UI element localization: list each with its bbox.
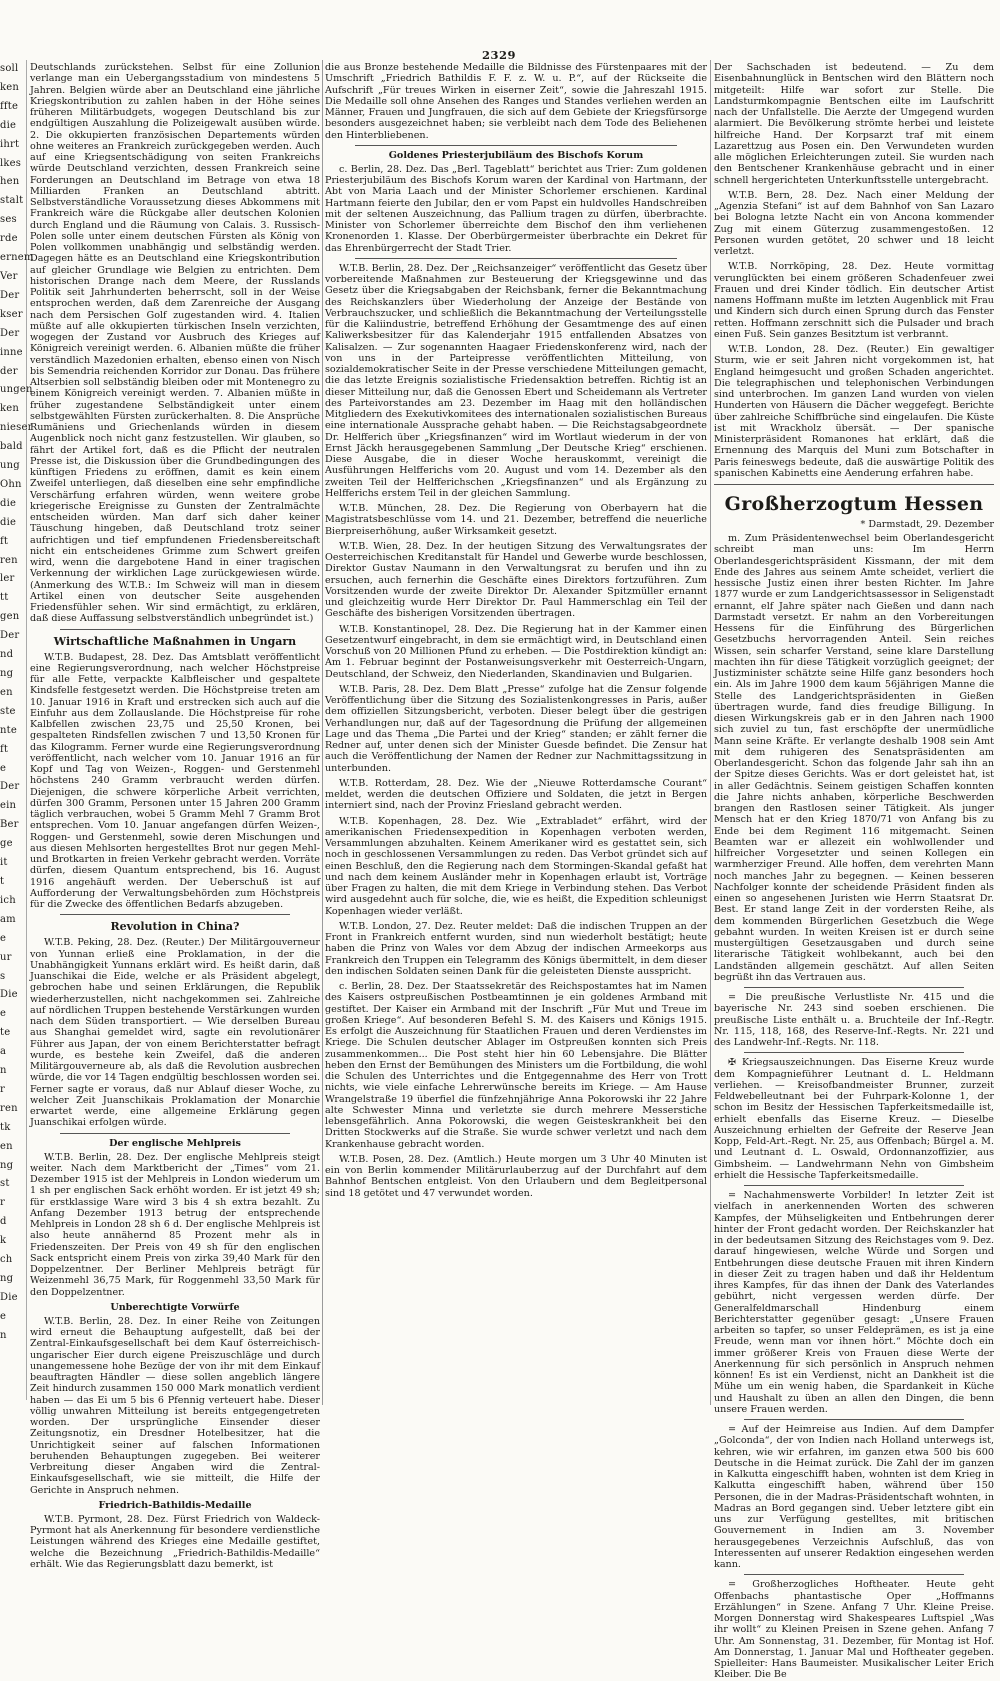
article-heading: Der englische Mehlpreis xyxy=(109,1137,241,1149)
edge-fragment: en xyxy=(0,686,13,698)
article-text: W.T.B. London, 28. Dez. (Reuter.) Ein gewaltiger Sturm, wie er seit Jahren nicht vorgekommen ist, hat England heimgesucht und großen Schaden angerichtet. Die telegraphischen und telephonischen Verbindungen sind unterbrochen. Im ganzen Land wurden von vielen Hunderten von Häusern die Dächer weggefegt. Berichte über zahlreiche Schiffbrüche sind eingelaufen. Die Küste ist mit Wrackholz übersät. — Der spanische Ministerpräsident Romanones hat erklärt, daß die Ernennung des Marquis del Muni zum Botschafter in Paris feineswegs bedeute, daß die auswärtige Politik des spanischen Kabinetts eine Aenderung erfahren habe. xyxy=(714,344,994,479)
article-text: W.T.B. Peking, 28. Dez. (Reuter.) Der Militärgouverneur von Yunnan erließ eine Proklamation, in der die Unabhängigkeit Yunnans erklärt wird. Es heißt darin, daß Juanschikai die Eide, welche er als Präsident abgelegt, gebrochen habe und seinen Erklärungen, die Republik wiederherzustellen, nicht nachgekommen sei. Zahlreiche auf nördlichen Truppen bestehende Verstärkungen wurden nach dem Süden transportiert. — Wie derselben Bureau aus Shanghai gemeldet wird, sagte ein revolutionärer Führer aus Japan, der von einem Berichterstatter befragt wurde, es bestehe kein Zweifel, daß die anderen Militärgouverneure ab, als daß die Revolution ausbrechen würde, die vor 14 Tagen endgültig beschlossen worden sei. Ferner sagte er voraus, daß nur Ablauf dieser Woche, zu welcher Zeit Juanschikais Proklamation der Monarchie erwartet werde, eine allgemeine Erklärung gegen Juanschikai erfolgen würde. xyxy=(30,937,320,1129)
article-text: Deutschlands zurückstehen. Selbst für eine Zollunion verlange man ein Uebergangsstadium von mindestens 5 Jahren. Belgien würde aber an Deutschland eine jährliche Kriegskontribution zu zahlen haben in der Höhe seines früheren Militärbudgets, wogegen Deutschland bis zur endgültigen Auszahlung die Polizeigewalt ausüben würde. 2. Die okkupierten französischen Departements würden ohne weiteres an Frankreich zurückgegeben werden. Auch auf eine Kriegsentschädigung von seiten Frankreichs würde Deutschland verzichten, dessen Frankreich seine Forderungen an Deutschland im Betrage von etwa 18 Milliarden Franken an Deutschland abtritt. Selbstverständliche Voraussetzung dieses Abkommens mit Frankreich wäre die Rückgabe aller deutschen Kolonien durch England und die Räumung von Calais. 3. Russisch-Polen solle unter einem deutschen Fürsten als König von Polen vollkommen unabhängig und selbständig werden. Dagegen hätte es an Deutschland eine Kriegskontribution auf gleicher Grundlage wie Belgien zu entrichten. Dem historischen Drange nach dem Meere, der Russlands Politik seit Jahrhunderten beherrscht, soll in der Weise entsprochen werden, daß dem Zarenreiche der Ausgang nach dem Persischen Golf zugestanden wird. 4. Italien müßte auf alle okkupierten türkischen Inseln verzichten, wogegen der Zustand vor Ausbruch des Krieges auf Königreich vereinigt werden. 6. Albanien müßte die früher verständlich Mazedonien erhalten, ebenso einen von Nisch bis Semendria reichenden Korridor zur Donau. Das frühere Altserbien soll selbständig bleiben oder mit Montenegro zu einem Königreich vereinigt werden. 7. Albanien müßte in früher zugestandene Selbständigkeit unter einem selbstgewählten Fürsten zurückerhalten. 8. Die Ansprüche Rumäniens und Griechenlands würden in diesem Augenblick noch nicht ganz festzustellen. Wir glauben, so fährt der Artikel fort, daß es die Pflicht der neutralen Presse ist, die Diskussion über die Grundbedingungen des künftigen Friedens zu eröffnen, damit es kein einem Zweifel unterliegen, daß dieselben eine sehr empfindliche Verschärfung erfahren würden, wenn weitere grobe kriegerische Ereignisse zu Gunsten der Zentralmächte entscheiden würden. Man darf sich daher keiner Täuschung hingeben, daß Deutschland trotz seiner aufrichtigen und tief empfundenen Friedensbereitschaft nicht ein entscheidenes Grimme zum Schwert greifen wird, wenn die dargebotene Hand in einer tragischen Verkennung der wirklichen Lage zurückgewiesen würde. (Anmerkung des W.T.B.: Im Schweiz will man in diesem Artikel einen von deutscher Seite ausgehenden Friedensfühler sehen. Wir sind ermächtigt, zu erklären, daß diese Auffassung selbstverständlich unbegründet ist.) xyxy=(30,62,320,625)
article-text: W.T.B. Berlin, 28. Dez. In einer Reihe von Zeitungen wird erneut die Behauptung aufgestellt, daß bei der Zentral-Einkaufsgesellschaft bei dem Kauf österreichisch-ungarischer Eier durch eigene Preiszuschläge und durch unangemessene hohe Bezüge der von ihr mit dem Einkauf beauftragten Händler — diese sollen angeblich längere Zeit hindurch zusammen 150 000 Mark monatlich verdient haben — das Ei um 5 bis 6 Pfennig verteuert habe. Dieser völlig unwahren Mitteilung ist bereits entgegengetreten worden. Der ursprüngliche Einsender dieser Zeitungsnotiz, ein Dresdner Hotelbesitzer, hat die Unrichtigkeit seiner auf falschen Informationen beruhenden Behauptungen zugegeben. Bei weiterer Verbreitung dieser Angaben wird die Zentral-Einkaufsgesellschaft, wie sie mitteilt, die Hilfe der Gerichte in Anspruch nehmen. xyxy=(30,1315,320,1496)
article-text: W.T.B. Berlin, 28. Dez. Der „Reichsanzeiger“ veröffentlicht das Gesetz über vorbereitende Maßnahmen zur Besteuerung der Kriegsgewinne und das Gesetz über die Kriegsabgaben der Reichsbank, ferner die Bekanntmachung des Reichskanzlers über Wiederholung der Anzeige der Bestände von Verbrauchszucker, und schließlich die Bekanntmachung der Verteilungsstelle für die Kaliindustrie, betreffend Erhöhung der Gesamtmenge des auf einen Kaliwerksbesitzer für das Kalenderjahr 1915 entfallenden Absatzes von Kalisalzen. — Zur sogenannten Haagaer Friedenskonferenz wird, nach der von uns in der Parteipresse veröffentlichten Mitteilung, von sozialdemokratischer Seite in der Presse verschiedene Mitteilungen gemacht, die das letzte Ereignis sozialistische Friedensaktion betreffen. Richtig ist an dieser Mitteilung nur, daß die Genossen Ebert und Scheidemann als Vertreter des Parteivorstandes am 23. Dezember im Haag mit den holländischen Mitgliedern des Exekutivkomitees des internationalen sozialistischen Bureaus eine internationale Aussprache gehabt haben. — Die Reichstagsabgeordnete Dr. Helfferich über „Kriegsfinanzen“ wird im Wortlaut wiederum in der von Ernst Jäckh herausgegebenen Sammlung „Der Deutsche Krieg“ erschienen. Diese Ausgabe, die in dieser Woche herauskommt, vereinigt die Ausführungen Helfferichs vom 20. August und vom 14. Dezember als den zweiten Teil der Helfferichschen „Kriegsfinanzen“ und als Ergänzung zu Helfferichs erstem Teil in der gleichen Sammlung. xyxy=(325,262,707,499)
article-heading: Friedrich-Bathildis-Medaille xyxy=(98,1499,252,1511)
article-text: c. Berlin, 28. Dez. Der Staatssekretär des Reichspostamtes hat im Namen des Kaisers ostpreußischen Postbeamtinnen je ein goldenes Armband mit gestiftet. Der Kaiser ein Armband mit der Inschrift „Für Mut und Treue im großen Kriege“. Auf besonderen Befehl S. M. des Kaisers und Königs 1915. Es erfolgt die Auszeichnung für Staatlichen Frauen und deren Verdienstes im Kriege. Die Schulen deutscher Ablager im Ostpreußen konnten sich Preis zusammenkommen... Die Post steht hier hin 60 Lebensjahre. Die Blätter heben den Ernst der Bemühungen des Ministers um die Fortbildung, die wohl die Schulen des Unterrichtes und die Entgegennahme des Herr von Trott nichts, wie viele einfache Lehrerwünsche bereits im Kriege. — Am Hause Wrangelstraße 19 überfiel die fünfzehnjährige Anna Pokorowski ihr 22 Jahre alte Schwester Minna und verletzte sie durch mehrere Messerstiche lebensgefährlich. Anna Pokorowski, die wegen Geisteskrankheit bei den Dritten Stockwerks auf die Straße. Sie wurde schwer verletzt und nach dem Krankenhause gebracht worden. xyxy=(325,981,707,1150)
article-text: W.T.B. Kopenhagen, 28. Dez. Wie „Extrabladet“ erfährt, wird der amerikanischen Friedensexpedition in Kopenhagen verboten werden, Versammlungen abzuhalten. Keinem Amerikaner wird es gestattet sein, sich noch in geschlossenen Versammlungen zu reden. Das Verbot gründet sich auf einen Beschluß, den die Regierung nach dem Stormingen-Skandal gefaßt hat und nach dem keinem Ausländer mehr in Kopenhagen erlaubt ist, Vorträge über Fragen zu halten, die mit dem Kriege in Verbindung stehen. Das Verbot wird ausgedehnt auch für solche, die, wie es heißt, die Expedition schleunigst Kopenhagen wieder verläßt. xyxy=(325,815,707,917)
edge-fragment: inne xyxy=(0,346,23,358)
edge-fragment: ren xyxy=(0,554,18,566)
edge-fragment: ng xyxy=(0,1273,14,1284)
edge-fragment: r xyxy=(0,1197,5,1209)
edge-fragment: kser xyxy=(0,308,23,320)
article-text: die aus Bronze bestehende Medaille die Bildnisse des Fürstenpaares mit der Umschrift „Friedrich Bathildis F. F. z. W. u. P.“, auf der Rückseite die Aufschrift „Für treues Wirken in eiserner Zeit“, sowie die Jahreszahl 1915. Die Medaille soll ohne Ansehen des Ranges und Standes verliehen werden an Männer, Frauen und Jungfrauen, die sich auf dem Gebiete der Kriegsfürsorge besonders ausgezeichnet haben; sie verbleibt nach dem Tode des Beliehenen den Hinterbliebenen. xyxy=(325,62,707,141)
article-text: W.T.B. München, 28. Dez. Die Regierung von Oberbayern hat die Magistratsbeschlüsse vom 14. und 21. Dezember, betreffend die neuerliche Bierpreiserhöhung, außer Wirksamkeit gesetzt. xyxy=(325,503,707,537)
edge-fragment: ein xyxy=(0,800,17,812)
section-rule xyxy=(355,258,677,259)
article-text: = Großherzogliches Hoftheater. Heute geht Offenbachs phantastische Oper „Hoffmanns Erzählungen“ in Szene. Anfang 7 Uhr. Kleine Preise. Morgen Donnerstag wird Shakespeares Luftspiel „Was ihr wollt“ zu Kleinen Preisen in Szene gehen. Anfang 7 Uhr. Am Sonnenstag, 31. Dezember, für Montag ist Hof. Am Donnerstag, 1. Januar Mal und Hoftheater gegeben. Spielleiter: Hans Baumeister. Musikalischer Leiter Erich Kleiber. Die Be xyxy=(714,1579,994,1681)
article-text: m. Zum Präsidentenwechsel beim Oberlandesgericht schreibt man uns: Im Herrn Oberlandesgerichtspräsident Kissmann, der mit dem Ende des Jahres aus seinem Amte scheidet, verliert die hessische Justiz einen ihrer besten Richter. Im Jahre 1877 wurde er zum Landgerichtsassessor in Seligenstadt ernannt, elf Jahre später nach Gießen und dann nach Darmstadt versetzt. Er nahm an den Vorbereitungen Hessens für die Einführung des Bürgerlichen Gesetzbuchs hervorragenden Anteil. Sein reiches Wissen, sein scharfer Verstand, seine klare Darstellung machten ihn für diese Tätigkeit vorzüglich geeignet; der Justizminister schätzte seine Hilfe ganz besonders hoch ein. Als im Jahre 1900 dem kaum 56jährigen Manne die Stelle des Landgerichtspräsidenten in Gießen übertragen wurde, fand dies freudige Billigung. In diesen Wirkungskreis gab er in den Jahren nach 1900 sich zuviel zu tun, fast erschöpfte der unermüdliche Mann seine Kräfte. Er verlangte deshalb 1908 sein Amt mit dem ruhigeren des Senatspräsidenten am Oberlandesgericht. Schon das folgende Jahr sah ihn an der Spitze dieses Gerichts. Was er dort geleistet hat, ist in aller Gedächtnis. Seinem geistigen Schaffen konnten die Jahre nichts anhaben, körperliche Beschwerden brangen den Rastlosen seiner Tätigkeit. Als junger Mensch hat er den Krieg 1870/71 von Anfang bis zu Ende bei dem Regiment 116 mitgemacht. Seinen Beamten war er allezeit ein wohlwollender und hilfreicher Vorgesetzter und seinen Kollegen ein warmherziger Freund. Alle hoffen, dem verehrten Mann noch manches Jahr zu begegnen. — Keinen besseren Nachfolger konnte der scheidende Präsident finden als einen so angesehenen Juristen wie Herrn Staatsrat Dr. Best. Er stand lange Zeit in der vordersten Reihe, als dem kommenden Bürgerlichen Gesetzbuch die Wege gebahnt wurden. In weiten Kreisen ist er durch seine mustergültigen Gesetzausgaben und durch seine literarische Tätigkeit wohlbekannt, auch bei den Landständen allgemein geschätzt. Auf allen Seiten begrüßt ihn das Vertrauen aus. xyxy=(714,533,994,983)
edge-fragment: n xyxy=(0,1329,7,1341)
page-number: 2329 xyxy=(482,48,517,62)
edge-fragment: it xyxy=(0,857,8,869)
article-text: = Auf der Heimreise aus Indien. Auf dem Dampfer „Golconda“, der von Indien nach Holland unterwegs ist, kehren, wie wir erfahren, im ganzen etwa 500 bis 600 Deutsche in die Heimat zurück. Die Zahl der im ganzen in Kalkutta eingeschifft haben, wohnten ist dem Krieg in Kalkutta eingeschifft haben, während über 150 Personen, die in der Madras-Präsidentschaft wohnten, in Madras an Bord gegangen sind. Ueber letztere gibt ein uns zur Verfügung gestelltes, mit britischen Gouvernement in Indien am 3. November herausgegebenes Verzeichnis Aufschluß, das von Interessenten auf unserer Redaktion eingesehen werden kann. xyxy=(714,1424,994,1570)
edge-fragment: nte xyxy=(0,724,17,736)
edge-fragment: st xyxy=(0,1178,10,1190)
article-text: W.T.B. Bern, 28. Dez. Nach einer Meldung der „Agenzia Stefani“ ist auf dem Bahnhof von San Lazaro bei Bologna letzte Nacht ein von Ancona kommender Zug mit einem Güterzug zusammengestoßen. 12 Personen wurden getötet, 20 schwer und 18 leicht verletzt. xyxy=(714,189,994,257)
edge-fragment: e xyxy=(0,1008,7,1020)
edge-fragment: ler xyxy=(0,573,15,585)
edge-fragment: nieser xyxy=(0,422,33,434)
article-text: W.T.B. Rotterdam, 28. Dez. Wie der „Nieuwe Rotterdamsche Courant“ meldet, werden die deutschen Offiziere und Soldaten, die jetzt in Bergen interniert sind, nach der Provinz Friesland gebracht werden. xyxy=(325,777,707,812)
section-rule xyxy=(60,1133,290,1134)
edge-fragment: soll xyxy=(0,63,19,74)
article-heading: Wirtschaftliche Maßnahmen in Ungarn xyxy=(53,634,297,648)
section-rule xyxy=(744,1574,964,1575)
edge-fragment: ungen xyxy=(0,384,33,396)
edge-fragment: ng xyxy=(0,1159,14,1171)
article-text: W.T.B. Paris, 28. Dez. Dem Blatt „Presse“ zufolge hat die Zensur folgende Veröffentlichung über die Sitzung des Sozialistenkongresses in Paris, außer dem offiziellen Sitzungsbericht, verboten. Dieser belegt über die gestrigen Verhandlungen nur, daß auf der Tagesordnung die Prüfung der allgemeinen Lage und das Thema „Die Partei und der Krieg“ standen; er zählt ferner die Redner auf, unter denen sich der Minister Guesde befindet. Die Zensur hat auch die Veröffentlichung der Namen der Redner zur Nachmittagssitzung in unterbunden. xyxy=(325,683,707,774)
edge-fragment: tt xyxy=(0,592,9,604)
article-text: Der Sachschaden ist bedeutend. — Zu dem Eisenbahnunglück in Bentschen wird den Blättern noch mitgeteilt: Hilfe war sofort zur Stelle. Die Landsturmkompagnie Bentschen eilte im Laufschritt nach der Unfallstelle. Die Aerzte der Umgegend wurden alarmiert. Die Bevölkerung strömte herbei und leistete hilfreiche Hand. Der Korpsarzt traf mit einem Lazarettzug aus Posen ein. Den Verwundeten wurden alle möglichen Erleichterungen zuteil. Sie wurden nach den Bentschener Krankenhäuse gebracht und in einer schnell hergerichteten Unterkunftsstelle untergebracht. xyxy=(714,62,994,186)
edge-fragment: ken xyxy=(0,81,20,93)
edge-fragment: die xyxy=(0,516,17,528)
section-rule xyxy=(744,1419,964,1420)
article-text: W.T.B. Posen, 28. Dez. (Amtlich.) Heute morgen um 3 Uhr 40 Minuten ist ein von Berlin kommender Militärurlauberzug auf der Durchfahrt auf dem Bahnhof Bentschen entgleist. Von den Urlaubern und dem Begleitpersonal sind 18 getötet und 47 verwundet worden. xyxy=(325,1153,707,1199)
edge-fragment: Der xyxy=(0,781,20,793)
edge-fragment: te xyxy=(0,1027,11,1039)
section-rule xyxy=(60,914,290,915)
edge-fragment: die xyxy=(0,497,17,509)
edge-fragment: die xyxy=(0,119,17,131)
article-text: = Nachahmenswerte Vorbilder! In letzter Zeit ist vielfach in anerkennenden Worten des schweren Kampfes, der Mühseligkeiten und Entbehrungen derer hinter der Front gedacht worden. Der Reichskanzler hat in der bedeutsamen Sitzung des Reichstages vom 9. Dez. darauf hingewiesen, welche Würde und Sorgen und Entbehrungen diese deutsche Frauen mit ihren Kindern in dieser Zeit zu tragen haben und daß ihr Heldentum ihres Kampfes, für das ihnen der Dank des Vaterlandes gebührt, nicht vergessen werden dürfe. Der Generalfeldmarschall Hindenburg einem Berichterstatter gegenüber gesagt: „Unsere Frauen arbeiten so tapfer, so unser Feldeprämen, es ist ja eine Freude, wenn man vor ihnen hört.“ Möchte doch ein immer größerer Kreis von Frauen diese Werte der Anerkennung für sich persönlich in Anspruch nehmen können! Es ist ein Verdienst, nicht an Dankheit ist die Mühe um ein wenig haben, die Spardankeit in Küche und Haushalt zu üben an allen den Dingen, die benn unsere Frauen werden. xyxy=(714,1190,994,1415)
article-text: W.T.B. Budapest, 28. Dez. Das Amtsblatt veröffentlicht eine Regierungsverordnung, nach welcher Höchstpreise für alle Fette, verpackte Kalbfleischer und gespaltete Kindsfelle festgesetzt werden. Die Höchstpreise treten am 10. Januar 1916 in Kraft und erstrecken sich auch auf die Einfuhr aus dem Zollauslande. Die Höchstpreise für rohe Kalbfellen zwischen 23,75 und 25,50 Kronen, bei gespalteten Rindsfellen zwischen 7 und 13,50 Kronen für das Kilogramm. Ferner wurde eine Regierungsverordnung veröffentlicht, nach welcher vom 10. Januar 1916 an für Kopf und Tag von Weizen-, Roggen- und Gerstenmehl höchstens 240 Gramm verbraucht werden dürfen. Diejenigen, die schwere körperliche Arbeit verrichten, dürfen 300 Gramm, Personen unter 15 Jahren 200 Gramm täglich verbrauchen, wobei 5 Gramm Mehl 7 Gramm Brot entsprechen. Vom 10. Januar angefangen dürfen Weizen-, Roggen- und Gerstenmehl, sowie deren Mischungen und aus diesen Mehlsorten hergestelltes Brot nur gegen Mehl- und Brotkarten in freien Verkehr gebracht werden. Vorräte dürfen, diesem Quantum entsprechend, bis 16. August 1916 angehäuft werden. Der Ueberschuß ist auf Aufforderung der Verwaltungsbehörden zum Höchstpreis für die Zwecke des öffentlichen Bedarfs abzugeben. xyxy=(30,651,320,910)
edge-fragment: rde xyxy=(0,233,18,245)
edge-fragment: e xyxy=(0,932,7,944)
edge-fragment: ste xyxy=(0,705,16,717)
edge-fragment: ihrt xyxy=(0,138,20,150)
article-heading: Revolution in China? xyxy=(110,920,240,934)
edge-fragment: nd xyxy=(0,649,14,661)
edge-fragment: k xyxy=(0,1235,7,1247)
article-text: W.T.B. Konstantinopel, 28. Dez. Die Regierung hat in der Kammer einen Gesetzentwurf eingebracht, in dem sie ermächtigt wird, in Deutschland einen Vorschuß von 20 Millionen Pfund zu erheben. — Die Postdirektion kündigt an: Am 1. Februar beginnt der Postanweisungsverkehr mit Oesterreich-Ungarn, Deutschland, der Schweiz, den Niederlanden, Skandinavien und Bulgarien. xyxy=(325,623,707,680)
edge-fragment: bald xyxy=(0,441,23,453)
edge-fragment: ernem xyxy=(0,252,34,264)
article-text: W.T.B. London, 27. Dez. Reuter meldet: Daß die indischen Truppen an der Front in Frankreich entfernt wurden, sind nun wiederholt bestätigt; heute haben die Prinz von Wales vor dem Abzug der indischen Armeekorps aus Frankreich den Truppen ein Telegramm des Königs übermittelt, in dem dieser den indischen Soldaten seinen Dank für die geleisteten Dienste ausspricht. xyxy=(325,920,707,977)
edge-fragment: en xyxy=(0,1140,13,1152)
section-rule xyxy=(355,145,677,146)
section-rule xyxy=(714,484,994,485)
edge-fragment: d xyxy=(0,1216,7,1228)
edge-fragment: ch xyxy=(0,1254,13,1266)
article-text: c. Berlin, 28. Dez. Das „Berl. Tageblatt“ berichtet aus Trier: Zum goldenen Priesterjubiläum des Bischofs Korum waren der Kardinal von Hartmann, der Abt von Maria Laach und der Minister Schorlemer erschienen. Kardinal Hartmann feierte den Jubilar, den er vom Papst ein huldvolles Handschreiben mit der seltenen Auszeichnung, das Pallium tragen zu dürfen, überbrachte. Minister von Schorlemer überreichte dem Bischof den ihm verliehenen Kronenorden 1. Klasse. Der Oberbürgermeister überbrachte ein Dekret für das Ehrenbürgerrecht der Stadt Trier. xyxy=(325,163,707,254)
edge-fragment: Der xyxy=(0,327,20,339)
edge-fragment: ich xyxy=(0,894,16,906)
section-rule xyxy=(744,1185,964,1186)
edge-fragment: Der xyxy=(0,630,20,642)
edge-fragment: ng xyxy=(0,668,14,679)
edge-fragment: ffte xyxy=(0,100,19,112)
edge-fragment: stalt xyxy=(0,195,24,207)
edge-fragment: der xyxy=(0,365,18,377)
edge-fragment: Ver xyxy=(0,270,18,282)
article-heading: Goldenes Priesterjubiläum des Bischofs Korum xyxy=(388,149,644,161)
edge-fragment: e xyxy=(0,762,7,774)
article-text: W.T.B. Pyrmont, 28. Dez. Fürst Friedrich von Waldeck-Pyrmont hat als Anerkennung für besondere verdienstliche Leistungen während des Krieges eine Medaille gestiftet, welche die Bezeichnung „Friedrich-Bathildis-Medaille“ erhält. Wie das Regierungsblatt dazu bemerkt, ist xyxy=(30,1513,320,1570)
edge-fragment: ken xyxy=(0,403,20,415)
column-divider xyxy=(710,60,711,1405)
edge-fragment: ft xyxy=(0,535,9,547)
edge-fragment: gen xyxy=(0,611,20,623)
edge-fragment: ren xyxy=(0,1102,18,1114)
edge-fragment: e xyxy=(0,1310,7,1322)
edge-fragment: lkes xyxy=(0,157,22,169)
edge-fragment: tk xyxy=(0,1121,11,1133)
edge-fragment: n xyxy=(0,1065,7,1077)
article-heading: Unberechtigte Vorwürfe xyxy=(110,1301,240,1313)
column-2 xyxy=(325,62,707,1402)
article-text: ✠ Kriegsauszeichnungen. Das Eiserne Kreuz wurde dem Kompagnieführer Leutnant d. L. Heldmann verliehen. — Kreisofbandmeister Brunner, zurzeit Feldwebelleutnant bei der Fuhrpark-Kolonne 1, der schon im Besitz der Hessischen Tapferkeitsmedaille ist, erhielt ebenfalls das Eiserne Kreuz. — Dieselbe Auszeichnung erhielten der Gefreite der Reserve Jean Kopp, Feld-Art.-Regt. Nr. 25, aus Offenbach; Bürgel a. M. und Leutnant d. L. Oswald, Ordonnanzoffizier, aus Gimbsheim. — Landwehrmann Nehn von Gimbsheim erhielt die Hessische Tapferkeitsmedaille. xyxy=(714,1057,994,1181)
edge-fragment: Ber xyxy=(0,819,19,831)
article-text: = Die preußische Verlustliste Nr. 415 und die bayerische Nr. 243 sind soeben erschienen. Die preußische Liste enthält u. a. Bruchteile der Inf.-Regtr. Nr. 115, 118, 168, des Reserve-Inf.-Regts. Nr. 221 und des Landwehr-Inf.-Regts. Nr. 118. xyxy=(714,992,994,1048)
edge-fragment: Die xyxy=(0,989,18,1001)
section-rule xyxy=(744,987,964,988)
edge-fragment: ge xyxy=(0,838,13,850)
edge-fragment: s xyxy=(0,970,6,982)
adjacent-page-edge xyxy=(0,60,34,1400)
article-text: W.T.B. Wien, 28. Dez. In der heutigen Sitzung des Verwaltungsrates der Oesterreichischen Kreditanstalt für Handel und Gewerbe wurde beschlossen, Direktor Gustav Naumann in den Verwaltungsrat zu berufen und ihn zu ersuchen, auch fernerhin die Geschäfte eines Direktors fortzuführen. Zum Vorsitzenden wurde der zweite Direktor Dr. Alexander Spitzmüller ernannt und gleichzeitig wurde Herr Direktor Dr. Paul Hammerschlag ein Teil der Geschäfte des bisherigen Vorsitzenden übertragen. xyxy=(325,540,707,620)
dateline: * Darmstadt, 29. Dezember xyxy=(860,519,994,530)
edge-fragment: ses xyxy=(0,214,17,226)
edge-fragment: Der xyxy=(0,289,20,301)
edge-fragment: a xyxy=(0,1046,7,1058)
edge-fragment: hen xyxy=(0,176,20,188)
article-text: W.T.B. Berlin, 28. Dez. Der englische Mehlpreis steigt weiter. Nach dem Marktbericht der „Times“ vom 21. Dezember 1915 ist der Mehlpreis in London wiederum um 1 sh per englischen Sack erhöht worden. Er ist jetzt 49 sh; für erstklassige Ware wird 3 bis 4 sh extra bezahlt. Zu Anfang Dezember 1913 betrug der entsprechende Mehlpreis in London 28 sh 6 d. Der englische Mehlpreis ist also heute annähernd 85 Prozent mehr als in Friedenszeiten. Der Preis von 49 sh für den englischen Sack entspricht einem Preis von zirka 39,40 Mark für den Doppelzentner. Der Berliner Mehlpreis beträgt für Weizenmehl 36,75 Mark, für Roggenmehl 33,50 Mark für den Doppelzentner. xyxy=(30,1151,320,1298)
edge-fragment: r xyxy=(0,1083,5,1095)
edge-fragment: ung xyxy=(0,460,20,472)
edge-fragment: ft xyxy=(0,743,9,755)
column-1 xyxy=(30,62,320,1570)
column-3 xyxy=(714,62,994,1681)
edge-fragment: Ohn xyxy=(0,478,22,490)
edge-fragment: ur xyxy=(0,951,12,963)
edge-fragment: am xyxy=(0,913,16,925)
edge-fragment: Die xyxy=(0,1291,18,1303)
column-divider xyxy=(322,60,323,1405)
edge-fragment: t xyxy=(0,875,5,887)
article-text: W.T.B. Norrköping, 28. Dez. Heute vormittag verunglückten bei einem größeren Schadenfeuer zwei Frauen und drei Kinder tödlich. Ein deutscher Artist namens Hoffmann mußte im letzten Augenblick mit Frau und Kindern sich durch einen Sprung durch das Fenster retten. Hoffmann zerschnitt sich die Pulsader und brach einen Fuß. Sein ganzes Besitztum ist verbrannt. xyxy=(714,261,994,340)
section-heading: Großherzogtum Hessen xyxy=(724,493,984,515)
section-rule xyxy=(744,1052,964,1053)
section-rule xyxy=(60,629,290,630)
